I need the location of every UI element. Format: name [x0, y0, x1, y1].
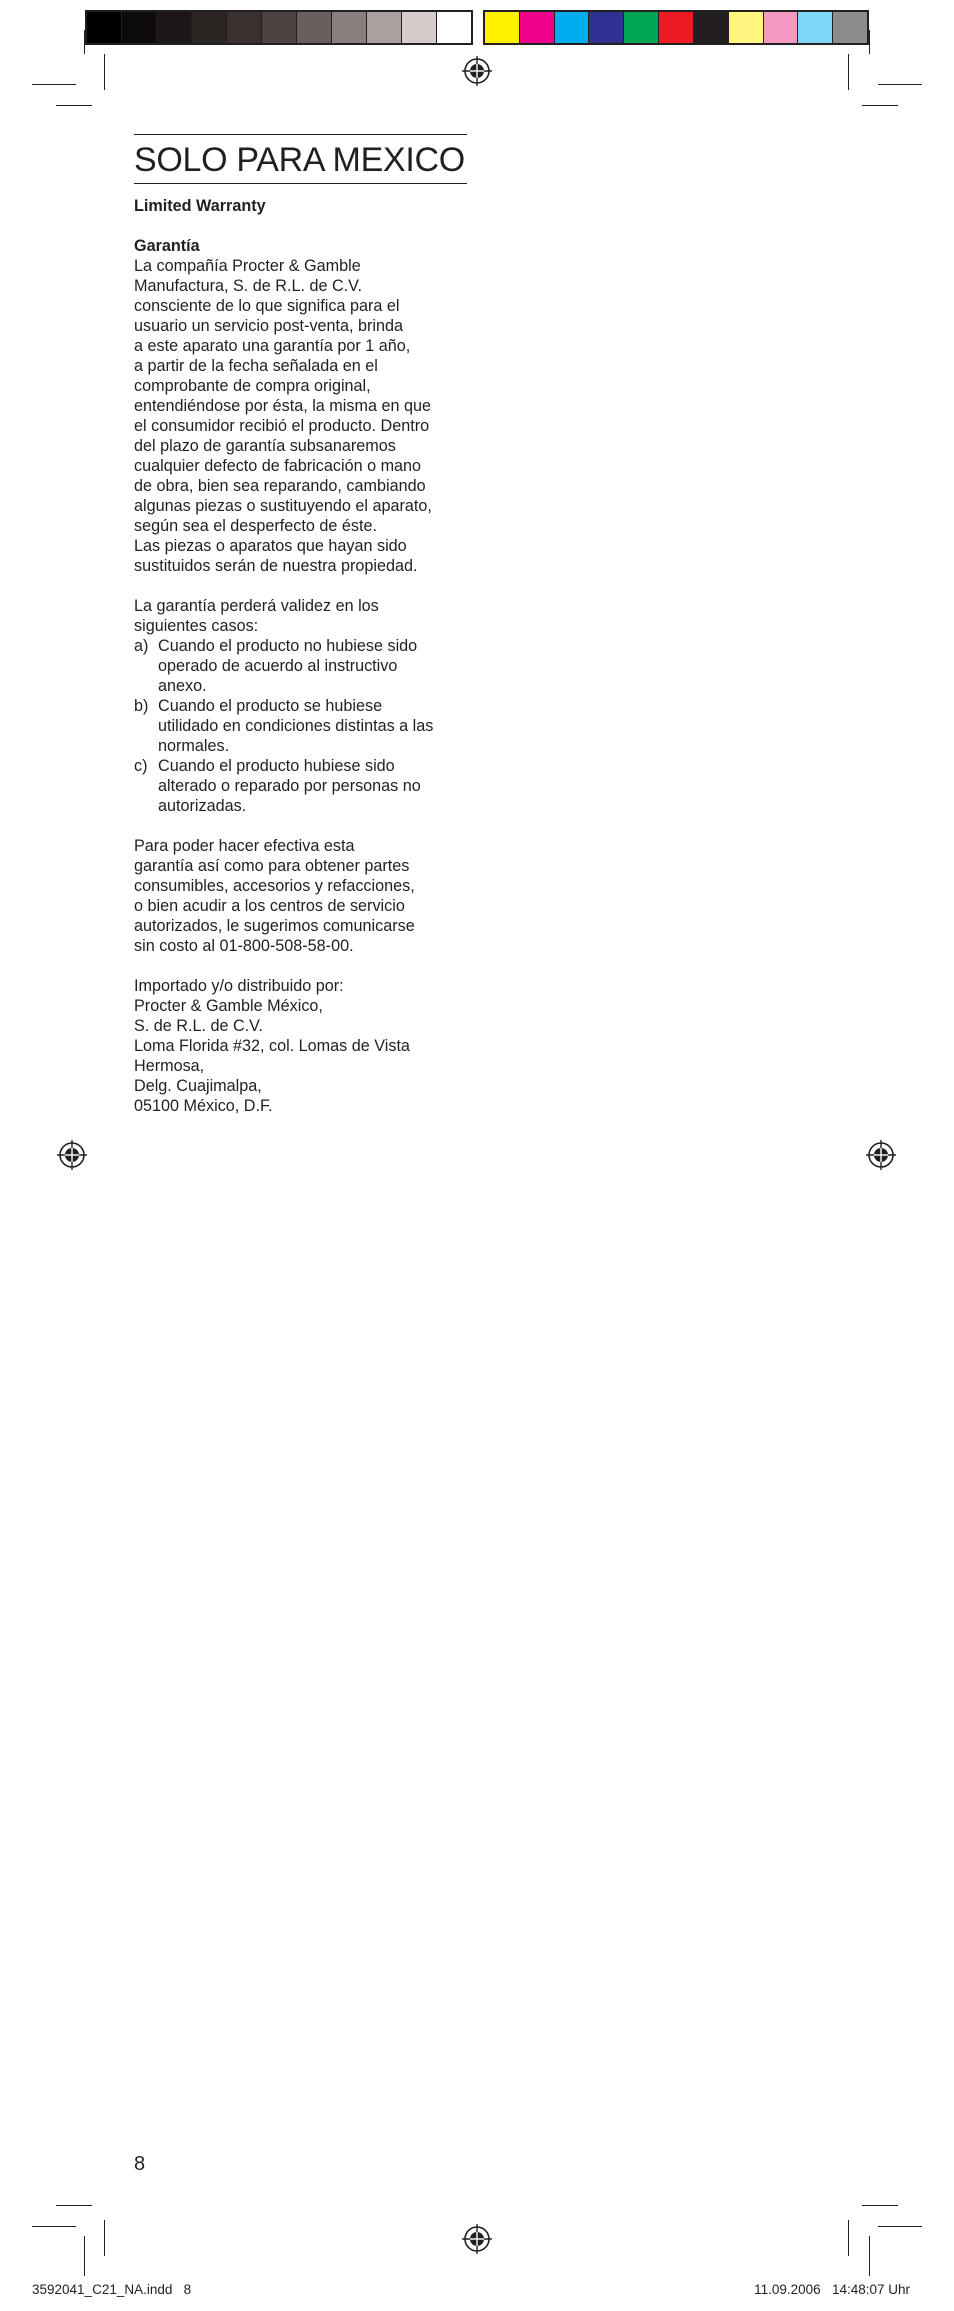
color-swatch — [555, 12, 590, 43]
color-swatch — [332, 12, 367, 43]
crop-mark — [878, 84, 922, 85]
crop-mark — [32, 84, 76, 85]
warranty-paragraph: La compañía Procter & Gamble Manufactura, S. de R.L. de C.V. consciente de lo que significa para el usuario un servicio post-venta, brinda a este aparato una garantía por 1 año, a partir de la fecha señalada en el comprobante de compra original, entendiéndose por ésta, la misma en que el consumidor recibió el producto. Dentro del plazo de garantía subsanaremos cualquier defecto de fabricación o mano de obra, bien sea reparando, cambiando algunas piezas o sustituyendo el aparato, según sea el desperfecto de éste. Las piezas o aparatos que hayan sido sustituidos serán de nuestra propiedad. — [134, 257, 432, 575]
color-swatch — [659, 12, 694, 43]
color-swatch — [833, 12, 867, 43]
importer-address: Importado y/o distribuido por: Procter & Gamble México, S. de R.L. de C.V. Loma Florida #32, col. Lomas de Vista Hermosa, Delg. Cuajimalpa, 05100 México, D.F. — [134, 977, 410, 1115]
slug-timestamp: 11.09.2006 14:48:07 Uhr — [754, 2282, 910, 2297]
crop-mark — [862, 2205, 898, 2206]
slug-file-name: 3592041_C21_NA.indd 8 — [32, 2282, 192, 2297]
subtitle: Limited Warranty — [134, 197, 266, 215]
color-swatch — [122, 12, 157, 43]
void-conditions-list — [134, 636, 467, 816]
crop-mark — [84, 2236, 85, 2276]
page-title: SOLO PARA MEXICO — [134, 134, 467, 184]
crop-mark — [878, 2226, 922, 2227]
color-swatch — [729, 12, 764, 43]
color-swatch — [367, 12, 402, 43]
crop-mark — [862, 105, 898, 106]
crop-mark — [32, 2226, 76, 2227]
registration-mark-icon — [866, 1140, 896, 1170]
color-swatch — [192, 12, 227, 43]
color-swatch — [402, 12, 437, 43]
color-swatch — [798, 12, 833, 43]
warranty-text-column — [134, 134, 467, 1116]
crop-mark — [848, 54, 849, 90]
color-swatch — [297, 12, 332, 43]
list-item: a) Cuando el producto no hubiese sido operado de acuerdo al instructivo anexo. — [134, 637, 418, 695]
crop-mark — [56, 105, 92, 106]
color-swatch — [624, 12, 659, 43]
grayscale-swatches — [85, 10, 473, 45]
void-conditions-intro: La garantía perderá validez en los siguientes casos: — [134, 597, 379, 635]
service-paragraph: Para poder hacer efectiva esta garantía así como para obtener partes consumibles, accesorios y refacciones, o bien acudir a los centros de servicio autorizados, le sugerimos comunicarse sin costo al 01-800-508-58-00. — [134, 837, 415, 955]
color-swatch — [227, 12, 262, 43]
list-item: b) Cuando el producto se hubiese utilidado en condiciones distintas a las normales. — [134, 697, 434, 755]
color-swatch — [485, 12, 520, 43]
color-swatch — [157, 12, 192, 43]
crop-mark — [84, 30, 85, 54]
registration-mark-icon — [462, 2224, 492, 2254]
color-swatches — [483, 10, 869, 45]
color-swatch — [87, 12, 122, 43]
color-swatch — [520, 12, 555, 43]
crop-mark — [869, 30, 870, 54]
color-swatch — [262, 12, 297, 43]
registration-mark-icon — [462, 56, 492, 86]
color-swatch — [694, 12, 729, 43]
color-swatch — [437, 12, 471, 43]
crop-mark — [848, 2220, 849, 2256]
warranty-heading: Garantía — [134, 237, 200, 255]
crop-mark — [56, 2205, 92, 2206]
crop-mark — [869, 2236, 870, 2276]
list-item: c) Cuando el producto hubiese sido alterado o reparado por personas no autorizadas. — [134, 757, 421, 815]
color-calibration-bar — [85, 10, 869, 45]
crop-mark — [104, 2220, 105, 2256]
color-swatch — [764, 12, 799, 43]
page-number: 8 — [134, 2153, 146, 2175]
registration-mark-icon — [57, 1140, 87, 1170]
crop-mark — [104, 54, 105, 90]
color-swatch — [589, 12, 624, 43]
